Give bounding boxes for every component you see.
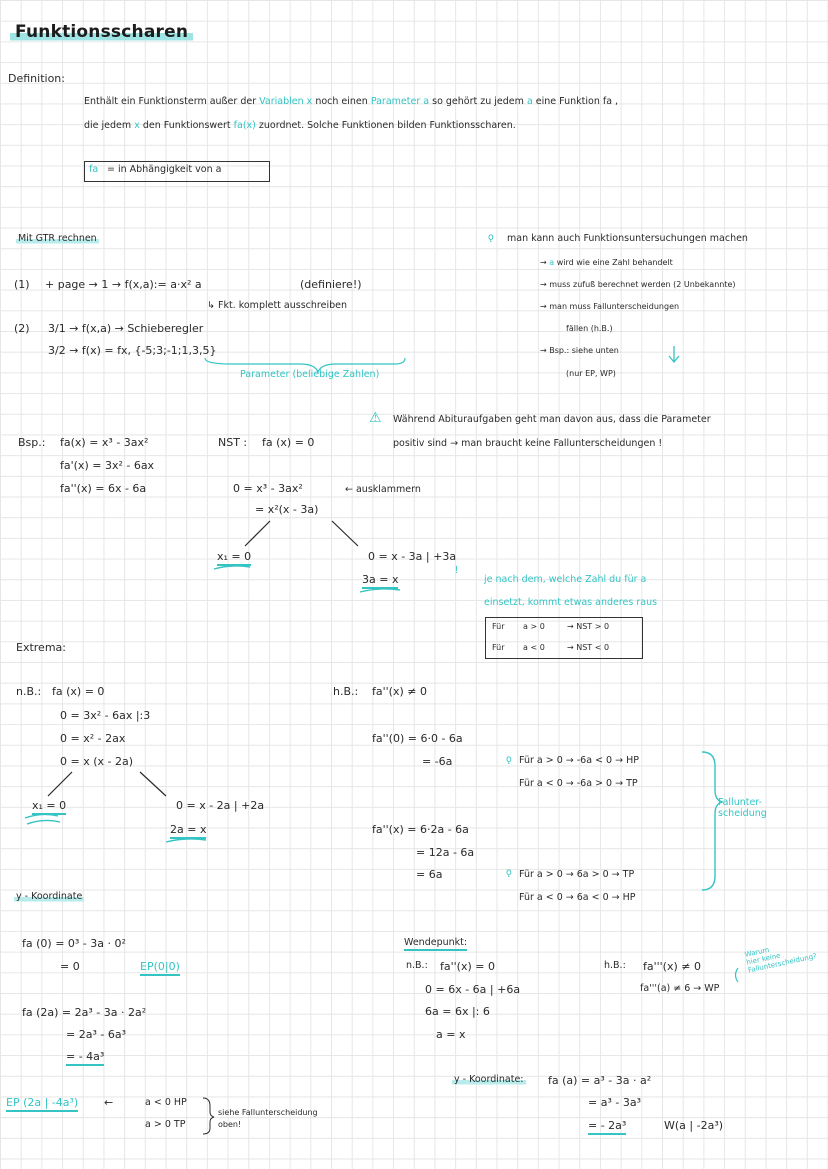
extrema-h4: = 12a - 6a [416,846,475,859]
branch-line [48,772,72,796]
abitur-note-line2: positiv sind → man braucht keine Fallunterscheidungen ! [393,438,663,449]
right-note-line1: man kann auch Funktionsuntersuchungen machen [507,233,748,244]
extrema-l4: 0 = x - 2a | +2a [176,799,265,812]
right-note-item3b: fällen (h.B.) [566,324,613,333]
nst-eq3: 0 = x - 3a | +3a [368,550,457,563]
table-cell: a < 0 [523,643,545,652]
ycoord-cases-a: a < 0 HP [145,1097,187,1108]
box-text: = in Abhängigkeit von a [107,164,222,175]
extrema-l5: 2a = x [170,824,206,839]
extrema-h5: = 6a [416,868,443,881]
ycoord-cases-b: a > 0 TP [145,1119,186,1130]
term-variable: Variablen x [259,96,313,107]
wp-y2: = a³ - 3a³ [588,1096,641,1109]
arrow-down-icon [669,346,679,362]
example-label: Bsp.: [18,436,46,449]
wp-hb-label: h.B.: [604,960,626,971]
table-cell: Für [492,643,505,652]
wp-w2: 6a = 6x |: 6 [425,1005,490,1018]
text: den Funktionswert [142,120,231,131]
text: eine Funktion fa , [535,96,619,107]
wp-nb-eq: fa''(x) = 0 [440,960,495,973]
abitur-note-line1: Während Abituraufgaben geht man davon aus, dass die Parameter [393,414,711,425]
nst-eq1: 0 = x³ - 3ax² [233,482,303,495]
ycoord-b2: = 2a³ - 6a³ [66,1028,126,1041]
wp-w3: a = x [436,1028,466,1041]
gtr-step-2b: 3/2 → f(x) = fx, {-5;3;-1;1,3,5} [48,344,217,357]
example-f2: fa''(x) = 6x - 6a [60,482,147,495]
ycoord-ep1: EP(0|0) [140,961,180,976]
term-a: a [526,96,533,107]
arrow: → [540,258,547,267]
info-icon: ǫ [506,754,512,765]
extrema-h3: fa''(x) = 6·2a - 6a [372,823,469,836]
table-cell: Für [492,622,505,631]
wendepunkt-heading: Wendepunkt: [404,938,467,951]
cases-brace [203,1098,214,1134]
gtr-step-1: + page → 1 → f(x,a):= a·x² a [45,278,202,291]
fallunterscheidung-note: Fallunter- scheidung [718,797,767,820]
extrema-case2b: Für a < 0 → 6a < 0 → HP [519,892,636,903]
wp-w1: 0 = 6x - 6a | +6a [425,983,521,996]
right-note-item2: → muss zufuß berechnet werden (2 Unbekannte) [540,280,736,289]
example-f: fa(x) = x³ - 3ax² [60,436,149,449]
nst-label: NST : [218,436,248,449]
extrema-h1: fa''(0) = 6·0 - 6a [372,732,463,745]
right-note-item4b: (nur EP, WP) [566,369,616,378]
nst-eq2: = x²(x - 3a) [255,503,319,516]
definition-heading: Definition: [8,72,65,85]
fallunterscheidung-brace [702,752,722,890]
info-icon: ǃ [455,565,458,576]
ycoord-b1: fa (2a) = 2a³ - 3a · 2a² [22,1006,147,1019]
extrema-h2: = -6a [422,755,453,768]
je-nach-line2: einsetzt, kommt etwas anderes raus [484,597,658,608]
text: zuordnet. Solche Funktionen bilden Funktionsscharen. [258,120,516,131]
wp-y1: fa (a) = a³ - 3a · a² [548,1074,652,1087]
text: so gehört zu jedem [432,96,524,107]
gtr-step-1-note: (definiere!) [300,278,362,291]
info-icon: ǫ [506,867,512,878]
wp-hb2: fa'''(a) ≠ 6 → WP [640,983,720,994]
underline-mark [166,839,206,842]
params-brace [205,358,405,372]
ycoord-a1: fa (0) = 0³ - 3a · 0² [22,937,126,950]
extrema-x1: x₁ = 0 [32,800,66,815]
ycoord-cases-note-b: oben! [218,1120,242,1129]
extrema-hb-eq: fa''(x) ≠ 0 [372,685,427,698]
gtr-step-1-sub: ↳ Fkt. komplett ausschreiben [207,300,347,311]
ycoord-b3: = - 4a³ [66,1051,104,1066]
page-title: Funktionsscharen [10,22,193,42]
ycoord-heading-text: y - Koordinate [16,891,83,902]
term-x: x [134,120,140,131]
right-note-item4a: → Bsp.: siehe unten [540,346,619,355]
nst-eq4: 3a = x [362,574,398,589]
nst-x1: x₁ = 0 [217,551,251,566]
box-fa: fa [89,164,99,175]
ycoord-a2: = 0 [60,960,80,973]
table-cell: a > 0 [523,622,545,631]
text: Enthält ein Funktionsterm außer der [84,96,257,107]
term-a: a [549,258,555,267]
extrema-heading: Extrema: [16,641,66,654]
table-cell: → NST < 0 [567,643,610,652]
wp-y3: = - 2a³ [588,1120,626,1135]
gtr-params-note: Parameter (beliebige Zahlen) [240,369,380,380]
wp-hb-eq: fa'''(x) ≠ 0 [643,960,701,973]
ausklammern-note: ← ausklammern [345,484,421,495]
extrema-case1a: Für a > 0 → -6a < 0 → HP [519,755,639,766]
je-nach-line1: je nach dem, welche Zahl du für a [484,574,647,585]
extrema-case1b: Für a < 0 → -6a > 0 → TP [519,778,638,789]
underline-mark [360,589,400,592]
ycoord-ep2: EP (2a | -4a³) [6,1097,78,1112]
gtr-step-1-label: (1) [14,278,30,291]
gtr-step-2a: 3/1 → f(x,a) → Schieberegler [48,322,204,335]
extrema-case2a: Für a > 0 → 6a > 0 → TP [519,869,635,880]
wp-point: W(a | -2a³) [664,1119,724,1132]
warum-bracket [736,968,739,982]
branch-line [140,772,166,796]
extrema-l3: 0 = x (x - 2a) [60,755,134,768]
ycoord-cases-note-a: siehe Fallunterscheidung [218,1108,318,1117]
text: die jedem [84,120,132,131]
wp-nb-label: n.B.: [406,960,428,971]
term-fa-x: fa(x) [233,120,256,131]
wp-y-label-text: y - Koordinate: [454,1074,524,1085]
extrema-hb-label: h.B.: [333,685,359,698]
warum-note: Warum hier keine Fallunterscheidung? [744,945,818,975]
extrema-nb-eq: fa (x) = 0 [52,685,105,698]
branch-line [245,521,270,546]
extrema-nb-label: n.B.: [16,685,42,698]
gtr-step-2-label: (2) [14,322,30,335]
warning-icon: ⚠ [369,410,382,426]
text: noch einen [315,96,368,107]
branch-line [332,521,358,546]
table-cell: → NST > 0 [567,622,610,631]
term-parameter: Parameter a [370,96,430,107]
ycoord-ep2-arrow: ← [104,1096,114,1109]
extrema-l2: 0 = x² - 2ax [60,732,126,745]
extrema-l1: 0 = 3x² - 6ax |:3 [60,709,151,722]
underline-mark [25,814,60,824]
gtr-heading-text: Mit GTR rechnen [18,233,97,244]
text: wird wie eine Zahl behandelt [556,258,673,267]
note-lightbulb-icon: ǫ [488,232,494,243]
underline-mark [214,566,250,569]
nst-eq: fa (x) = 0 [262,436,315,449]
example-f1: fa'(x) = 3x² - 6ax [60,459,155,472]
right-note-item3a: → man muss Fallunterscheidungen [540,302,680,311]
